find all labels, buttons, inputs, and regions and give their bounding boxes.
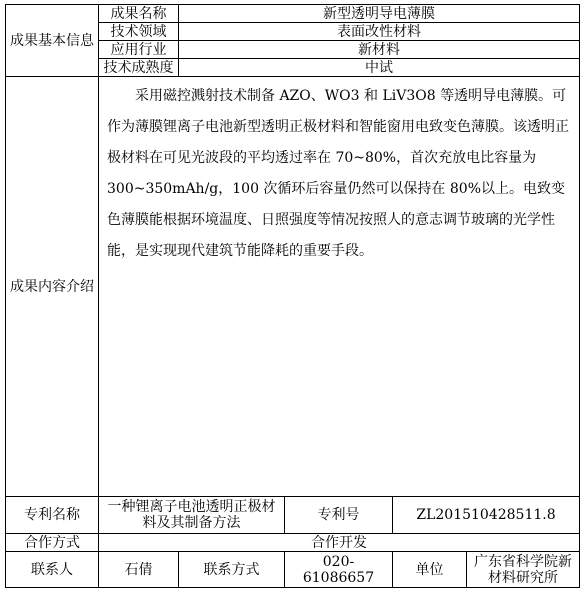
tech-field-label: 技术领域 xyxy=(99,23,179,41)
contact-method-label: 联系方式 xyxy=(179,552,285,588)
achievement-name-label: 成果名称 xyxy=(99,5,179,23)
maturity-label: 技术成熟度 xyxy=(99,59,179,77)
cooperation-value: 合作开发 xyxy=(99,534,580,552)
patent-name-value: 一种锂离子电池透明正极材料及其制备方法 xyxy=(99,497,285,534)
tech-field-value: 表面改性材料 xyxy=(179,23,580,41)
contact-unit-label: 单位 xyxy=(393,552,467,588)
content-text: 采用磁控溅射技术制备 AZO、WO3 和 LiV3O8 等透明导电薄膜。可作为薄膜锂离子电池新型透明正极材料和智能窗用电致变色薄膜。该透明正极材料在可见光波段的平均透过率在 70~80%，首次充放电比容量为 300~350mAh/g，100 次循环后容量仍然可以保持在 80%以上。电致变色薄膜能根据环境温度、日照强度等情况按照人的意志调节玻璃的光学性能，是实现现代建筑节能降耗的重要手段。 xyxy=(107,88,569,259)
contact-unit-value: 广东省科学院新材料研究所 xyxy=(467,552,580,588)
content-section-label: 成果内容介绍 xyxy=(6,77,99,497)
achievement-info-table xyxy=(5,4,580,588)
contact-person-value: 石倩 xyxy=(99,552,179,588)
maturity-value: 中试 xyxy=(179,59,580,77)
patent-name-label: 专利名称 xyxy=(6,497,99,534)
industry-label: 应用行业 xyxy=(99,41,179,59)
cooperation-label: 合作方式 xyxy=(6,534,99,552)
patent-number-label: 专利号 xyxy=(285,497,393,534)
contact-method-value: 020-61086657 xyxy=(285,552,393,588)
achievement-name-value: 新型透明导电薄膜 xyxy=(179,5,580,23)
content-description xyxy=(99,77,580,497)
patent-number-value: ZL201510428511.8 xyxy=(393,497,580,534)
basic-info-section-label: 成果基本信息 xyxy=(6,5,99,77)
industry-value: 新材料 xyxy=(179,41,580,59)
contact-person-label: 联系人 xyxy=(6,552,99,588)
